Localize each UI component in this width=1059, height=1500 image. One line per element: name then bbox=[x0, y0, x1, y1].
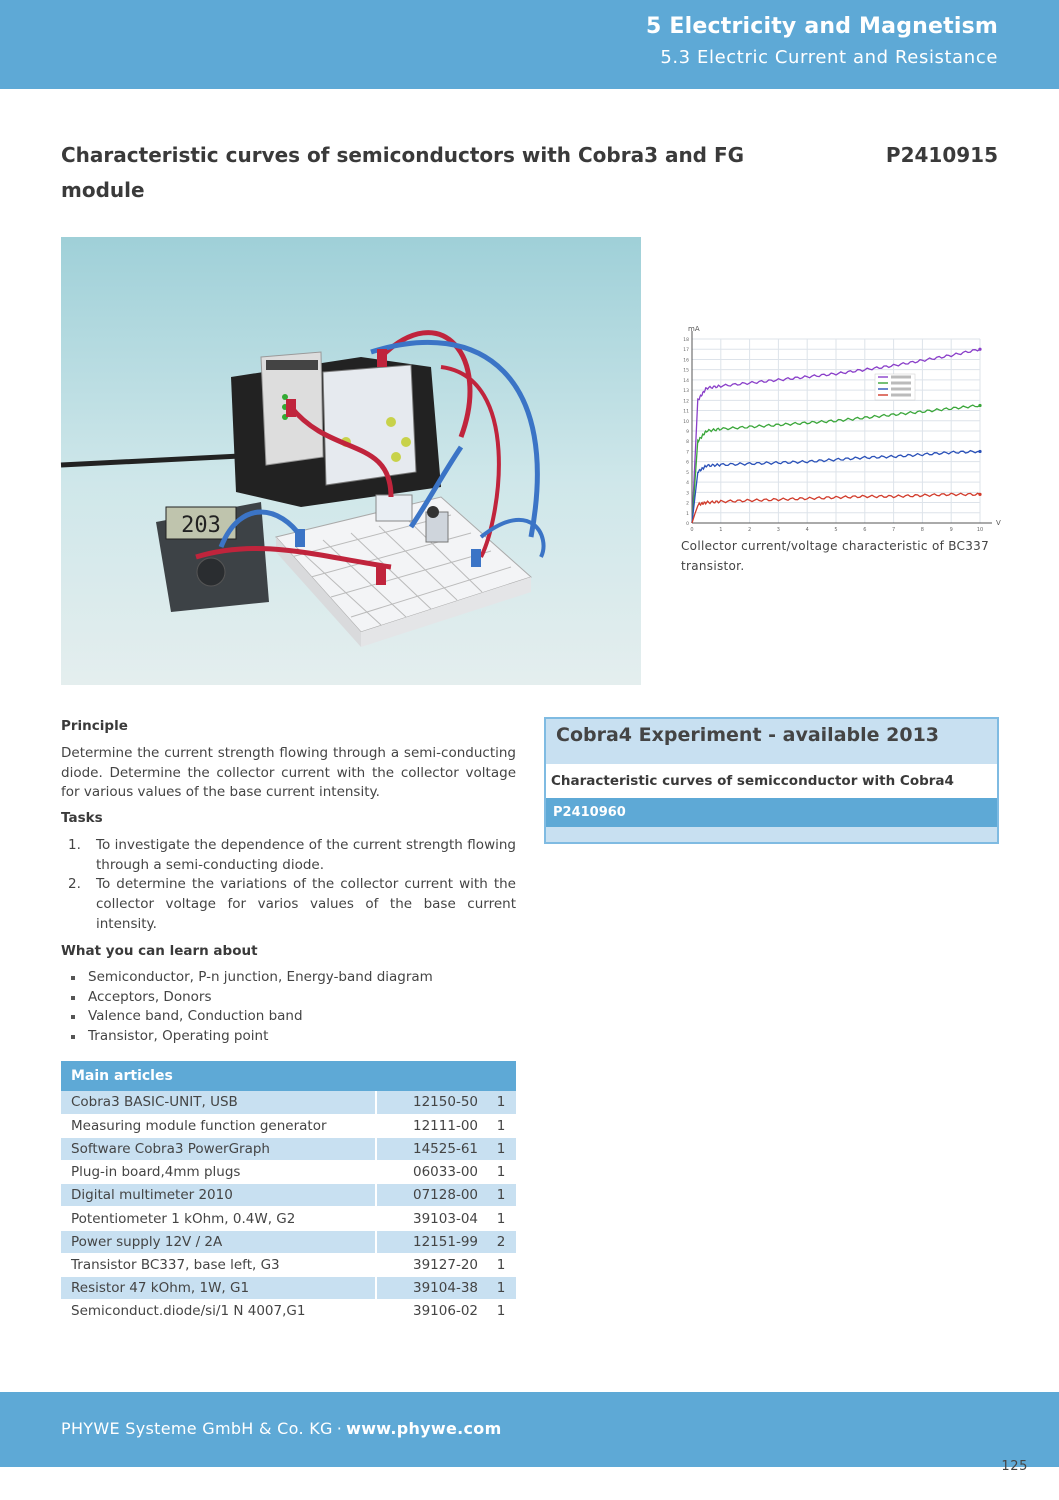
chart-caption: Collector current/voltage characteristic of BC337 transistor. bbox=[681, 539, 990, 573]
series-end-point bbox=[978, 493, 981, 496]
table-row bbox=[61, 1253, 516, 1276]
tasks-heading: Tasks bbox=[61, 810, 103, 826]
task-number: 1. bbox=[68, 837, 81, 853]
article-number: 39104-38 bbox=[376, 1277, 486, 1300]
article-name: Semiconduct.diode/si/1 N 4007,G1 bbox=[61, 1300, 376, 1323]
y-tick-label: 10 bbox=[683, 419, 689, 425]
article-number: 14525-61 bbox=[376, 1137, 486, 1160]
article-qty: 1 bbox=[486, 1300, 516, 1323]
article-number: 07128-00 bbox=[376, 1184, 486, 1207]
cobra4-heading: Cobra4 Experiment - available 2013 bbox=[546, 719, 997, 764]
article-number: 39103-04 bbox=[376, 1207, 486, 1230]
y-tick-label: 11 bbox=[683, 409, 689, 415]
task-number: 2. bbox=[68, 876, 81, 893]
legend-entry bbox=[891, 394, 911, 397]
article-qty: 1 bbox=[486, 1091, 516, 1114]
article-name: Power supply 12V / 2A bbox=[61, 1230, 376, 1253]
experiment-setup-photo bbox=[61, 237, 641, 685]
cobra4-experiment-box bbox=[544, 717, 999, 844]
task-item bbox=[61, 836, 516, 875]
table-row bbox=[61, 1184, 516, 1207]
y-tick-label: 15 bbox=[683, 368, 689, 374]
x-tick-label: 10 bbox=[976, 527, 984, 533]
legend-entry bbox=[891, 382, 911, 385]
y-tick-label: 6 bbox=[686, 460, 689, 466]
cobra4-box-footer bbox=[546, 827, 997, 842]
y-axis-unit: mA bbox=[688, 325, 700, 333]
article-qty: 2 bbox=[486, 1230, 516, 1253]
series-end-point bbox=[978, 348, 981, 351]
experiment-title: Characteristic curves of semiconductors with Cobra3 and FG module bbox=[61, 143, 745, 202]
chapter-header bbox=[0, 0, 1059, 89]
x-tick-label: 7 bbox=[892, 527, 896, 533]
article-qty: 1 bbox=[486, 1184, 516, 1207]
article-name: Digital multimeter 2010 bbox=[61, 1184, 376, 1207]
article-name: Plug-in board,4mm plugs bbox=[61, 1161, 376, 1184]
x-tick-label: 6 bbox=[863, 527, 867, 533]
y-tick-label: 7 bbox=[686, 450, 689, 456]
chart-series bbox=[692, 348, 982, 523]
x-axis-unit: V bbox=[996, 519, 1001, 527]
table-row bbox=[61, 1230, 516, 1253]
x-tick-label: 2 bbox=[748, 527, 752, 533]
legend-entry bbox=[891, 376, 911, 379]
y-tick-label: 16 bbox=[683, 358, 689, 364]
table-row bbox=[61, 1114, 516, 1137]
x-tick-label: 9 bbox=[949, 527, 953, 533]
principle-text: Determine the current strength flowing through a semi-conducting diode. Determine the collector current with the collector voltage for various values of the base current intensity. bbox=[61, 745, 516, 801]
article-number: 12150-50 bbox=[376, 1091, 486, 1114]
y-tick-label: 2 bbox=[686, 501, 689, 507]
cobra4-experiment-code: P2410960 bbox=[546, 798, 997, 827]
y-tick-label: 0 bbox=[686, 522, 689, 527]
learn-item: Acceptors, Donors bbox=[61, 988, 516, 1008]
article-name: Software Cobra3 PowerGraph bbox=[61, 1137, 376, 1160]
cobra4-experiment-name: Characteristic curves of semicconductor with Cobra4 bbox=[551, 773, 954, 789]
article-name: Transistor BC337, base left, G3 bbox=[61, 1253, 376, 1276]
task-item bbox=[61, 875, 516, 934]
legend-entry bbox=[891, 388, 911, 391]
learn-heading: What you can learn about bbox=[61, 943, 258, 959]
x-tick-label: 0 bbox=[690, 527, 694, 533]
article-qty: 1 bbox=[486, 1207, 516, 1230]
series-end-point bbox=[978, 450, 981, 453]
table-row bbox=[61, 1091, 516, 1114]
x-tick-label: 3 bbox=[776, 527, 780, 533]
company-name: PHYWE Systeme GmbH & Co. KG bbox=[61, 1419, 333, 1438]
x-tick-label: 5 bbox=[834, 527, 838, 533]
task-text: To determine the variations of the collector current with the collector voltage for varios values of the base current intensity. bbox=[96, 876, 516, 932]
chart-legend bbox=[875, 374, 915, 400]
learn-item: Semiconductor, P-n junction, Energy-band diagram bbox=[61, 968, 516, 988]
chapter-title: 5 Electricity and Magnetism bbox=[646, 14, 998, 39]
section-title: 5.3 Electric Current and Resistance bbox=[660, 47, 998, 68]
experiment-code: P2410915 bbox=[885, 143, 998, 167]
tasks-list bbox=[61, 836, 516, 935]
learn-item: Valence band, Conduction band bbox=[61, 1007, 516, 1027]
article-number: 39127-20 bbox=[376, 1253, 486, 1276]
main-articles-table bbox=[61, 1061, 516, 1323]
y-tick-label: 3 bbox=[686, 491, 689, 497]
article-name: Cobra3 BASIC-UNIT, USB bbox=[61, 1091, 376, 1114]
multimeter-display: 203 bbox=[181, 513, 221, 538]
article-number: 39106-02 bbox=[376, 1300, 486, 1323]
article-qty: 1 bbox=[486, 1277, 516, 1300]
table-row bbox=[61, 1277, 516, 1300]
table-row bbox=[61, 1161, 516, 1184]
article-qty: 1 bbox=[486, 1137, 516, 1160]
y-tick-label: 14 bbox=[683, 378, 689, 384]
article-qty: 1 bbox=[486, 1161, 516, 1184]
y-tick-label: 9 bbox=[686, 430, 689, 435]
articles-heading: Main articles bbox=[61, 1061, 516, 1091]
article-qty: 1 bbox=[486, 1114, 516, 1137]
y-tick-label: 8 bbox=[686, 440, 689, 446]
page-footer bbox=[0, 1392, 1059, 1467]
task-text: To investigate the dependence of the current strength flowing through a semi-conducting diode. bbox=[96, 837, 516, 873]
series-end-point bbox=[978, 404, 981, 407]
x-tick-label: 4 bbox=[805, 527, 809, 533]
y-tick-label: 5 bbox=[686, 470, 689, 476]
table-row bbox=[61, 1207, 516, 1230]
y-tick-label: 13 bbox=[683, 389, 689, 395]
chart-axes bbox=[683, 325, 1001, 533]
page-number: 125 bbox=[1001, 1459, 1028, 1474]
article-name: Potentiometer 1 kOhm, 0.4W, G2 bbox=[61, 1207, 376, 1230]
y-tick-label: 1 bbox=[686, 511, 689, 517]
website-link[interactable]: www.phywe.com bbox=[346, 1419, 502, 1438]
x-tick-label: 1 bbox=[719, 527, 723, 533]
footer-separator: · bbox=[336, 1419, 343, 1438]
article-qty: 1 bbox=[486, 1253, 516, 1276]
table-row bbox=[61, 1137, 516, 1160]
article-name: Measuring module function generator bbox=[61, 1114, 376, 1137]
y-tick-label: 12 bbox=[683, 399, 689, 405]
article-number: 12151-99 bbox=[376, 1230, 486, 1253]
article-number: 12111-00 bbox=[376, 1114, 486, 1137]
article-number: 06033-00 bbox=[376, 1161, 486, 1184]
y-tick-label: 17 bbox=[683, 348, 689, 354]
article-name: Resistor 47 kOhm, 1W, G1 bbox=[61, 1277, 376, 1300]
principle-heading: Principle bbox=[61, 718, 128, 734]
collector-characteristic-chart bbox=[678, 325, 1000, 535]
x-tick-label: 8 bbox=[920, 527, 924, 533]
learn-item: Transistor, Operating point bbox=[61, 1027, 516, 1047]
footer-line bbox=[61, 1419, 502, 1438]
y-tick-label: 18 bbox=[683, 338, 689, 343]
y-tick-label: 4 bbox=[686, 481, 689, 487]
learn-list bbox=[61, 968, 516, 1046]
table-row bbox=[61, 1300, 516, 1323]
